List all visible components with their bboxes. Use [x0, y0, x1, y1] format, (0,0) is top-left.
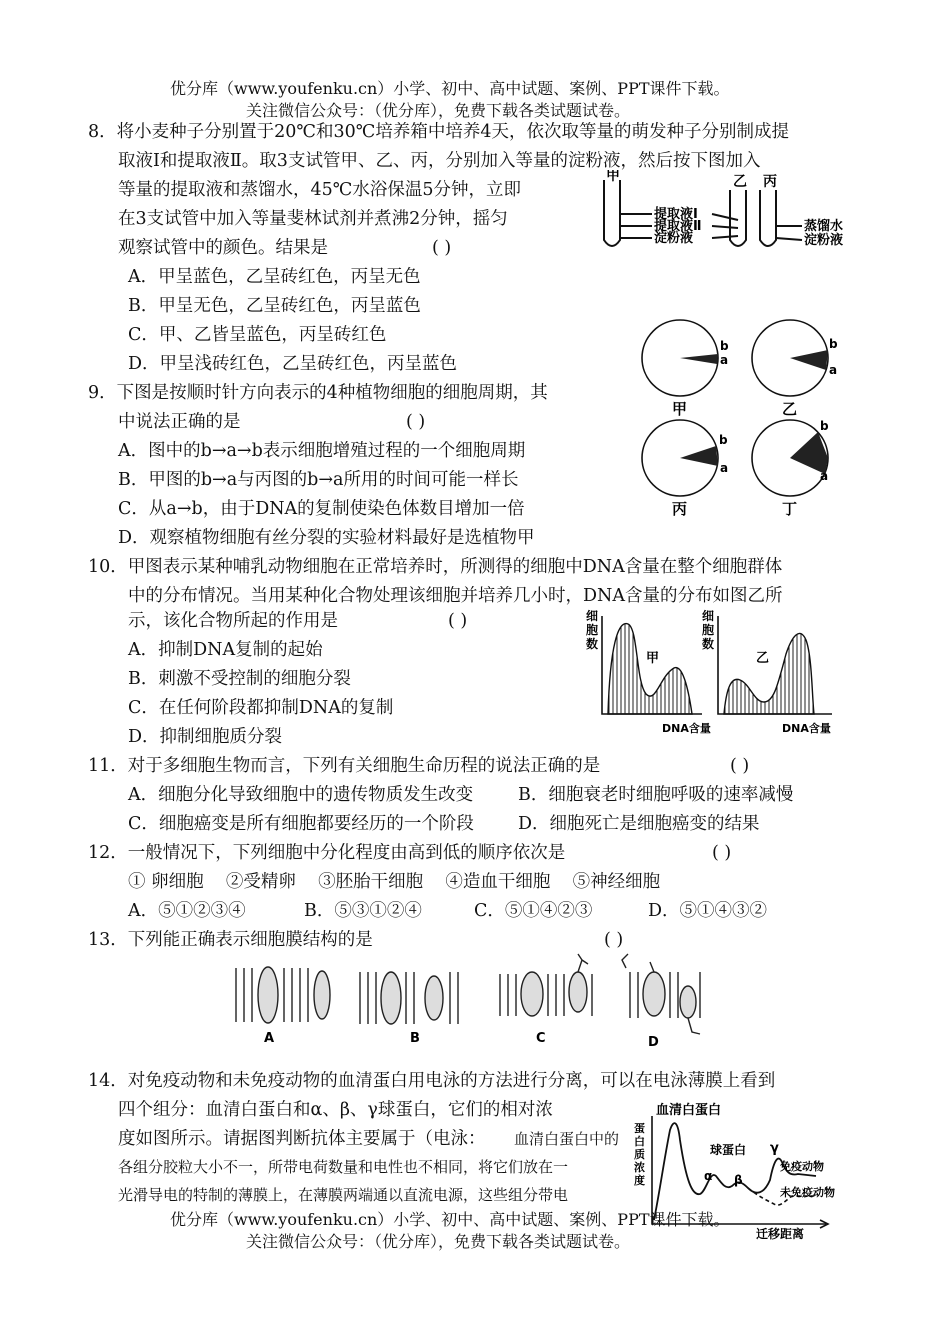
label-starch-left: 淀粉液 — [654, 231, 694, 246]
ding-a: a — [820, 469, 829, 483]
q12-option-b: B．⑤③①②④ — [304, 901, 422, 921]
sector-yi — [790, 350, 828, 370]
ylabel-1: 蛋 — [634, 1122, 645, 1135]
q9-option-a: A．图中的b→a→b表示细胞增殖过程的一个细胞周期 — [118, 441, 526, 461]
yi-ylabel-1: 细 — [702, 609, 715, 623]
q9-line-1: 9．下图是按顺时针方向表示的4种植物细胞的细胞周期，其 — [88, 383, 548, 403]
label-extract-2: 提取液Ⅱ — [654, 219, 702, 234]
q9-answer-paren: ( ) — [406, 412, 426, 432]
name-bing: 丙 — [672, 500, 688, 518]
label-albumin: 血清白蛋白 — [656, 1103, 722, 1118]
label-non-immune: 未免疫动物 — [780, 1186, 835, 1199]
q14-line-3: 度如图所示。请据图判断抗体主要属于（电泳： — [118, 1129, 486, 1149]
q14-small-2: 各组分胶粒大小不一，所带电荷数量和电性也不相同，将它们放在一 — [118, 1158, 569, 1176]
label-globulin: 球蛋白 — [710, 1143, 747, 1157]
jia-b: b — [720, 339, 729, 353]
tube-jia — [604, 180, 620, 246]
q8-line-4: 在3支试管中加入等量斐林试剂并煮沸2分钟，摇匀 — [118, 209, 508, 229]
q8-option-b: B．甲呈无色，乙呈砖红色，丙呈蓝色 — [128, 296, 421, 316]
q8-option-d: D．甲呈浅砖红色，乙呈砖红色，丙呈蓝色 — [128, 354, 458, 374]
bing-a: a — [720, 461, 729, 475]
ding-b: b — [820, 419, 829, 433]
membrane-b — [360, 972, 458, 1024]
bing-b: b — [719, 433, 728, 447]
ylabel-3: 质 — [634, 1148, 645, 1161]
membrane-d — [622, 954, 700, 1034]
header-line-2: 关注微信公众号：（优分库），免费下载各类试题试卷。 — [246, 101, 631, 120]
q10-option-b: B．刺激不受控制的细胞分裂 — [128, 669, 351, 689]
footer-line-2: 关注微信公众号：（优分库），免费下载各类试题试卷。 — [246, 1232, 631, 1251]
label-starch-right: 淀粉液 — [804, 233, 844, 248]
q14-small-1: 血清白蛋白中的 — [514, 1130, 620, 1148]
jia-a: a — [720, 353, 729, 367]
q9-line-2: 中说法正确的是 — [118, 412, 241, 432]
name-ding: 丁 — [782, 500, 798, 518]
q10-answer-paren: ( ) — [448, 611, 468, 631]
q11-option-c: C．细胞癌变是所有细胞都要经历的一个阶段 — [128, 814, 474, 834]
q8-test-tube-figure — [596, 170, 866, 265]
q8-line-2: 取液Ⅰ和提取液Ⅱ。取3支试管甲、乙、丙，分别加入等量的淀粉液，然后按下图加入 — [118, 151, 761, 171]
q9-cell-cycle-figure — [630, 318, 850, 523]
q14-line-1: 14．对免疫动物和未免疫动物的血清蛋白用电泳的方法进行分离，可以在电泳薄膜上看到 — [88, 1071, 776, 1091]
tube-label-bing: 丙 — [763, 174, 777, 190]
membrane-label-d: D — [648, 1035, 659, 1050]
tube-label-yi: 乙 — [733, 174, 747, 190]
q8-option-a: A．甲呈蓝色，乙呈砖红色，丙呈无色 — [128, 267, 421, 287]
q10-option-a: A．抑制DNA复制的起始 — [128, 640, 323, 660]
q14-small-3: 光滑导电的特制的薄膜上，在薄膜两端通以直流电源，这些组分带电 — [118, 1186, 569, 1204]
histogram-jia — [608, 624, 692, 714]
membrane-a — [236, 967, 330, 1023]
yi-ylabel-2: 胞 — [702, 623, 715, 637]
membrane-label-b: B — [410, 1031, 420, 1046]
q11-answer-paren: ( ) — [730, 756, 750, 776]
q8-line-1: 8．将小麦种子分别置于20℃和30℃培养箱中培养4天，依次取等量的萌发种子分别制成提 — [88, 122, 789, 142]
q11-option-d: D．细胞死亡是细胞癌变的结果 — [518, 814, 760, 834]
membrane-label-c: C — [536, 1031, 546, 1046]
label-alpha: α — [704, 1169, 713, 1183]
label-gamma: γ — [770, 1141, 779, 1156]
q12-answer-paren: ( ) — [712, 843, 732, 863]
q13-answer-paren: ( ) — [604, 930, 624, 950]
label-immune: 免疫动物 — [780, 1160, 824, 1173]
label-distance: 迁移距离 — [756, 1227, 805, 1240]
q10-option-d: D．抑制细胞质分裂 — [128, 727, 283, 747]
name-yi: 乙 — [782, 400, 798, 418]
q12-items: ① 卵细胞 ②受精卵 ③胚胎干细胞 ④造血干细胞 ⑤神经细胞 — [128, 872, 661, 892]
jia-ylabel-3: 数 — [586, 637, 599, 651]
q9-option-c: C．从a→b，由于DNA的复制使染色体数目增加一倍 — [118, 499, 525, 519]
ylabel-4: 浓 — [634, 1161, 645, 1174]
jia-name: 甲 — [646, 651, 660, 666]
label-water: 蒸馏水 — [804, 219, 844, 234]
q11-option-b: B．细胞衰老时细胞呼吸的速率减慢 — [518, 785, 794, 805]
q8-line-3: 等量的提取液和蒸馏水，45℃水浴保温5分钟，立即 — [118, 180, 521, 200]
q12-option-d: D．⑤①④③② — [648, 901, 768, 921]
yi-xlabel: DNA含量 — [782, 722, 831, 735]
jia-ylabel-2: 胞 — [586, 623, 599, 637]
histogram-yi — [724, 633, 814, 714]
q8-line-5: 观察试管中的颜色。结果是 — [118, 238, 328, 258]
membrane-c — [500, 954, 592, 1016]
q11-line: 11．对于多细胞生物而言，下列有关细胞生命历程的说法正确的是 — [88, 756, 601, 776]
header-line-1: 优分库（www.youfenku.cn）小学、初中、高中试题、案例、PPT课件下载。 — [170, 79, 730, 98]
footer-line-1: 优分库（www.youfenku.cn）小学、初中、高中试题、案例、PPT课件下载。 — [170, 1210, 730, 1229]
ylabel-2: 白 — [634, 1135, 645, 1148]
jia-ylabel-1: 细 — [586, 609, 599, 623]
q12-option-a: A．⑤①②③④ — [128, 901, 246, 921]
q12-option-c: C．⑤①④②③ — [474, 901, 593, 921]
q11-option-a: A．细胞分化导致细胞中的遗传物质发生改变 — [128, 785, 474, 805]
ylabel-5: 度 — [634, 1174, 645, 1187]
sector-jia — [680, 354, 718, 364]
jia-xlabel: DNA含量 — [662, 722, 711, 735]
q13-line: 13．下列能正确表示细胞膜结构的是 — [88, 930, 373, 950]
q14-line-2: 四个组分：血清白蛋白和α、β、γ球蛋白，它们的相对浓 — [118, 1100, 553, 1120]
q9-option-d: D．观察植物细胞有丝分裂的实验材料最好是选植物甲 — [118, 528, 535, 548]
q10-option-c: C．在任何阶段都抑制DNA的复制 — [128, 698, 394, 718]
q13-membrane-figure — [230, 950, 710, 1055]
q8-answer-paren: ( ) — [432, 238, 452, 258]
label-extract-1: 提取液Ⅰ — [654, 207, 698, 222]
yi-name: 乙 — [756, 651, 770, 666]
yi-a: a — [829, 363, 838, 377]
yi-b: b — [829, 337, 838, 351]
q10-line-3: 示，该化合物所起的作用是 — [128, 611, 338, 631]
q10-dna-histogram-figure — [584, 606, 844, 745]
label-beta: β — [734, 1173, 743, 1187]
sector-bing — [680, 446, 718, 466]
tube-bing — [760, 190, 776, 246]
tube-label-jia: 甲 — [606, 170, 620, 184]
name-jia: 甲 — [672, 400, 688, 418]
q10-line-1: 10．甲图表示某种哺乳动物细胞在正常培养时，所测得的细胞中DNA含量在整个细胞群体 — [88, 557, 783, 577]
q9-option-b: B．甲图的b→a与丙图的b→a所用的时间可能一样长 — [118, 470, 519, 490]
yi-ylabel-3: 数 — [702, 637, 715, 651]
membrane-label-a: A — [264, 1031, 275, 1046]
q10-line-2: 中的分布情况。当用某种化合物处理该细胞并培养几小时，DNA含量的分布如图乙所 — [128, 586, 783, 606]
q8-option-c: C．甲、乙皆呈蓝色，丙呈砖红色 — [128, 325, 387, 345]
q12-line: 12．一般情况下，下列细胞中分化程度由高到低的顺序依次是 — [88, 843, 566, 863]
